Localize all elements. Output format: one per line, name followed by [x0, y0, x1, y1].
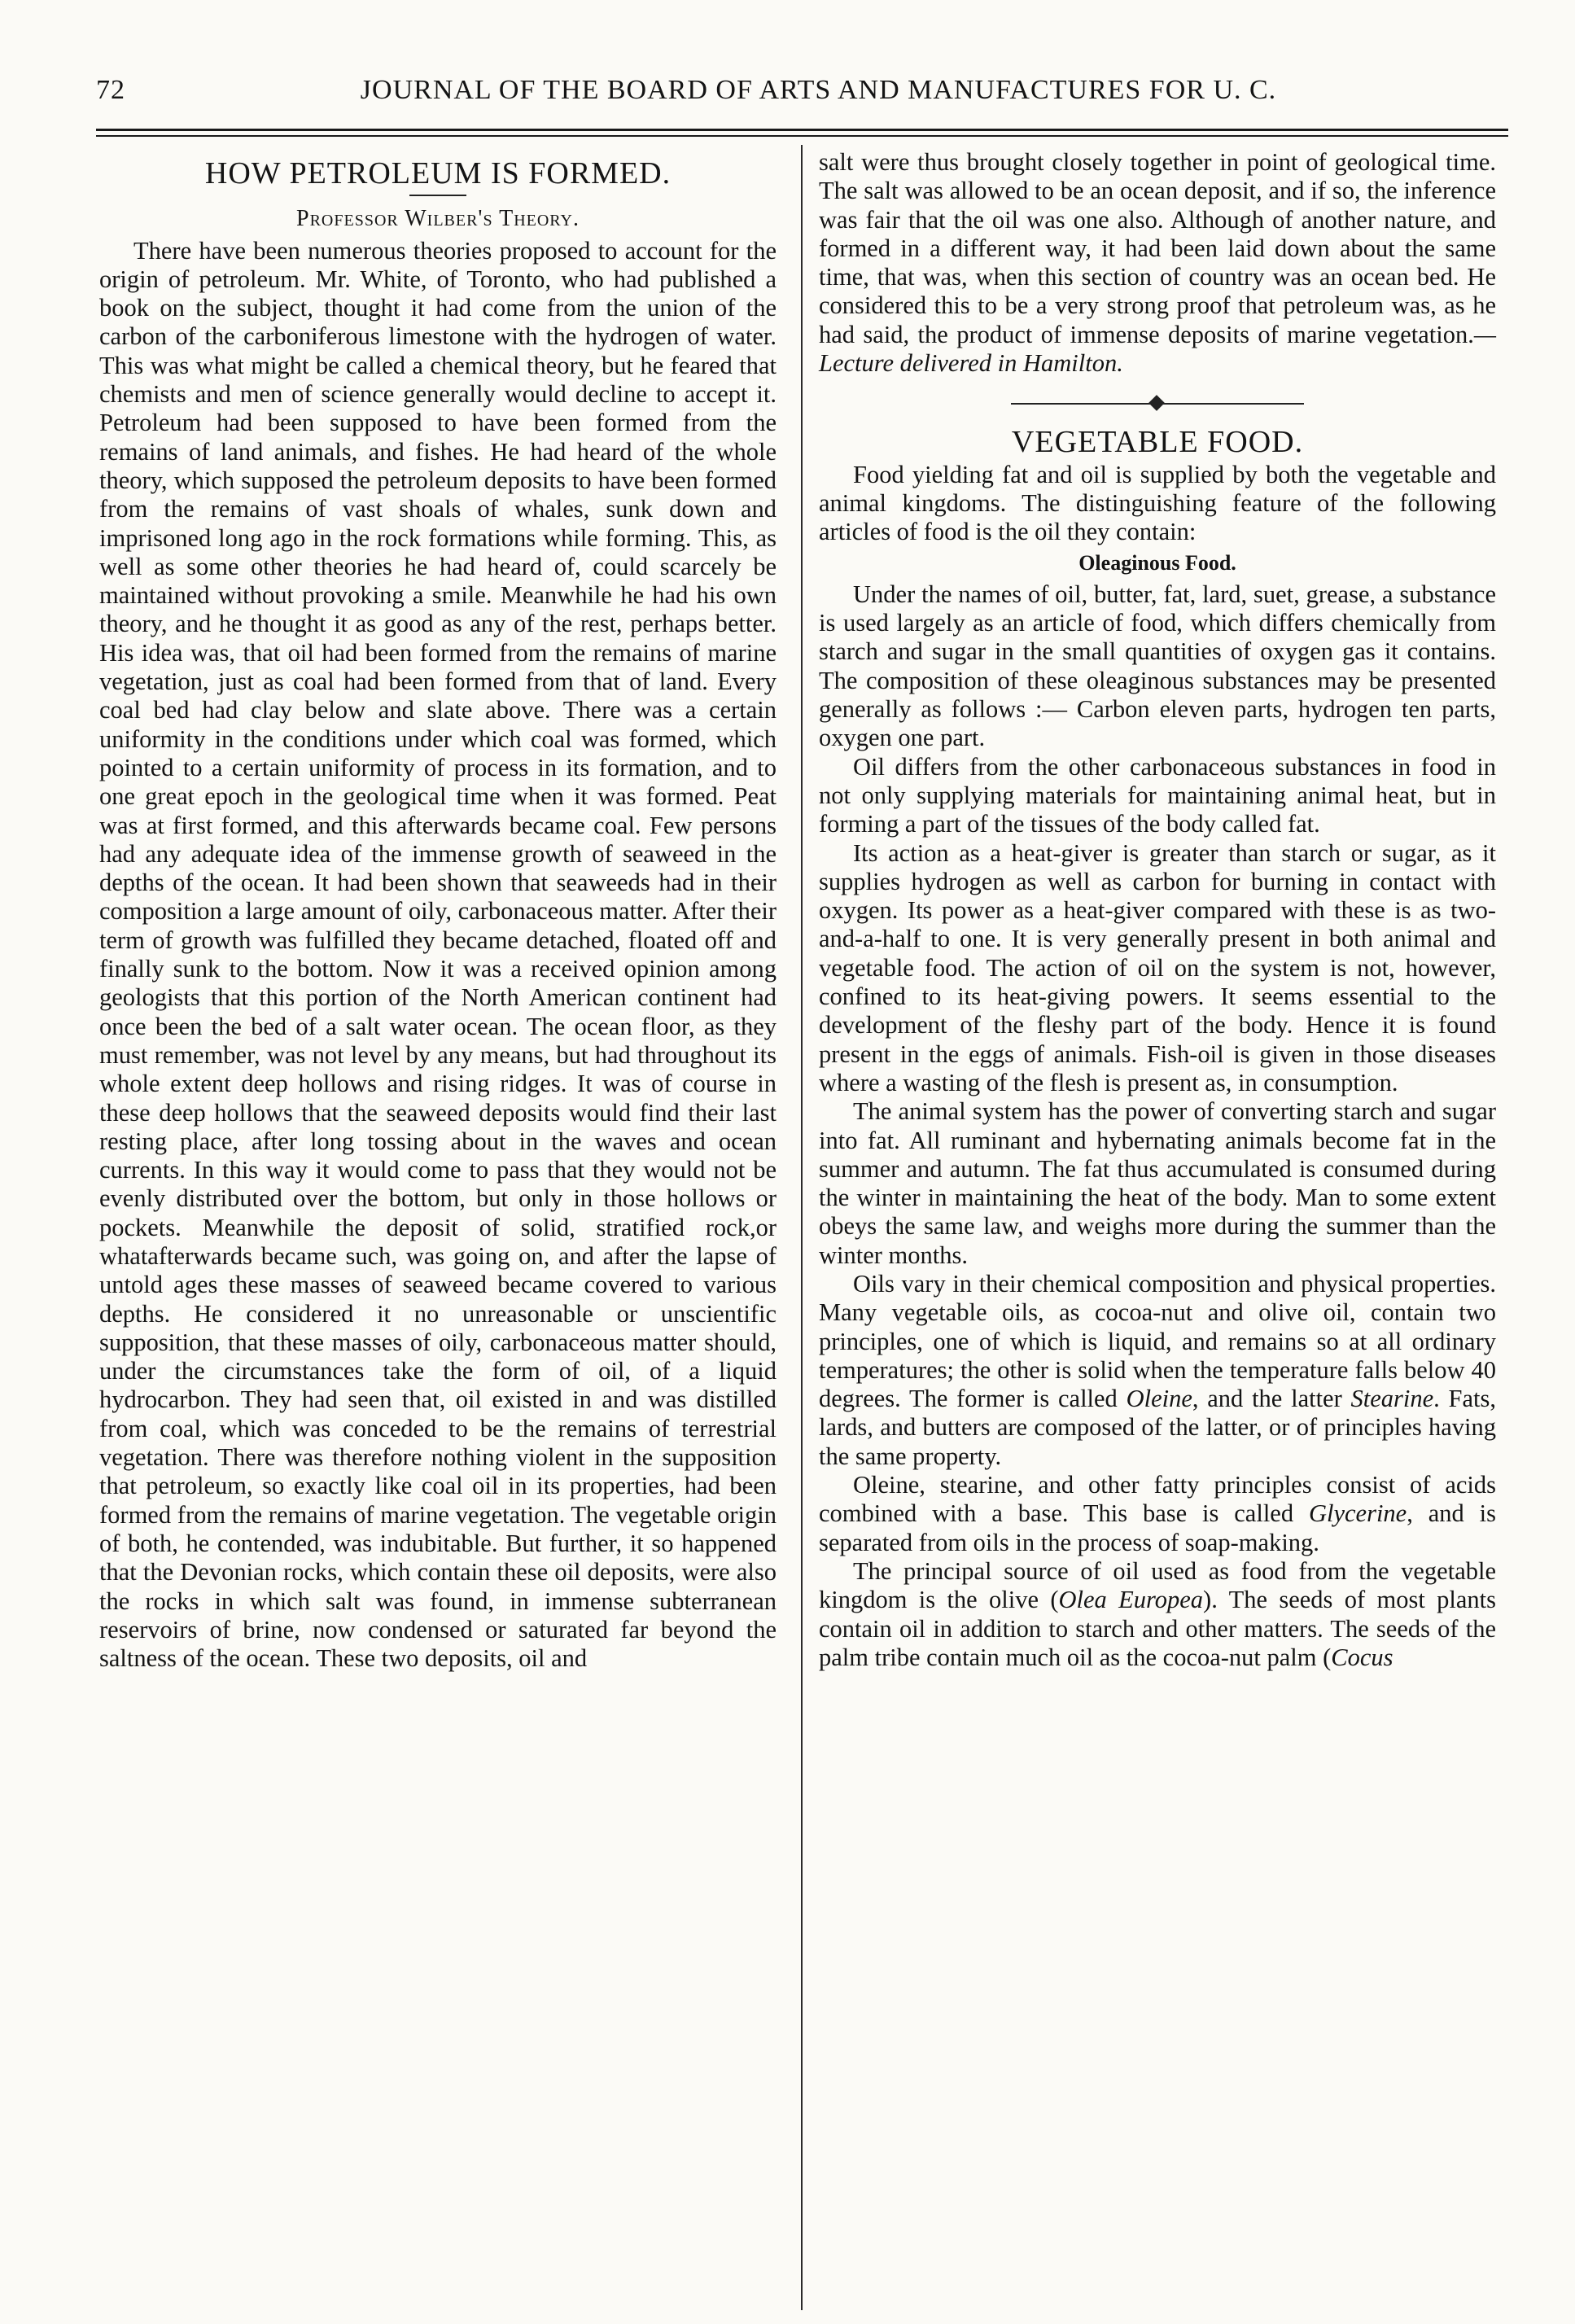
- oils-vary-paragraph: Oils vary in their chemical composition and physical properties. Many vegetable oils, as cocoa-nut and olive oil, contain two principles, one of which is liquid, and remains so at all ordinary temperatures; the other is solid when the temperature falls below 40 degrees. The former is called Oleine, and the latter Stearine. Fats, lards, and butters are composed of the latter, or of principles having the same property.: [819, 1269, 1497, 1470]
- header-rule-bottom: [96, 135, 1508, 137]
- petroleum-paragraph-continued: [819, 148, 1496, 378]
- journal-title: JOURNAL OF THE BOARD OF ARTS AND MANUFACTURES FOR U. C.: [360, 75, 1277, 105]
- heat-giver-paragraph: Its action as a heat-giver is greater than starch or sugar, as it supplies hydrogen as well as carbon for burning in contact with oxygen. Its power as a heat-giver compared with these is as two-and-a-half to one. It is very generally present in both animal and vegetable food. The action of oil on the system is not, however, confined to its heat-giving powers. It seems essential to the development of the fleshy part of the body. Hence it is found present in the eggs of animals. Fish-oil is given in those diseases where a wasting of the flesh is present as, in consumption.: [819, 838, 1496, 1096]
- term-oleine: Oleine: [1126, 1385, 1192, 1413]
- left-column: [99, 148, 777, 1673]
- running-head: [96, 75, 1508, 116]
- header-rule-top: [96, 129, 1508, 131]
- diamond-ornament-icon: [1148, 395, 1165, 411]
- term-olea-europea: Olea Europea: [1058, 1586, 1204, 1614]
- vegetable-food-intro: Food yielding fat and oil is supplied by both the vegetable and animal kingdoms. The distinguishing feature of the following articles of food is the oil they contain:: [819, 460, 1496, 546]
- title-rule: [409, 195, 466, 196]
- petroleum-paragraph-1: There have been numerous theories proposed to account for the origin of petroleum. Mr. White, of Toronto, who had published a book on the subject, thought it had come from the union of the carbon of the carboniferous limestone with the hydrogen of water. This was what might be called a chemical theory, but he feared that chemists and men of science generally would decline to accept it. Petroleum had been supposed to have been formed from the remains of land animals, and fishes. He had heard of the whole theory, which supposed the petroleum deposits to have been formed from the remains of vast shoals of whales, sunk down and imprisoned long ago in the rock formations while forming. This, as well as some other theories he had heard of, could scarcely be maintained without provoking a smile. Meanwhile he had his own theory, and he thought it as good as any of the rest, perhaps better. His idea was, that oil had been formed from the remains of marine vegetation, just as coal had been formed from that of land. Every coal bed had clay below and slate above. There was a certain uniformity in the conditions under which coal was formed, which pointed to a certain uniformity of process in its formation, and to one great epoch in the geological time when it was formed. Peat was at first formed, and this afterwards became coal. Few persons had any adequate idea of the immense growth of seaweed in the depths of the ocean. It had been shown that seaweeds had in their composition a large amount of oily, carbonaceous matter. After their term of growth was fulfilled they became detached, floated off and finally sunk to the bottom. Now it was a received opinion among geologists that this portion of the North American continent had once been the bed of a salt water ocean. The ocean floor, as they must remember, was not level by any means, but had throughout its whole extent deep hollows and rising ridges. It was of course in these deep hollows that the seaweed deposits would find their last resting place, after long tossing about in the waves and ocean currents. In this way it would come to pass that they would not be evenly distributed over the bottom, but only in those hollows or pockets. Meanwhile the deposit of solid, stratified rock,or whatafterwards became such, was going on, and after the lapse of untold ages these masses of seaweed became covered to various depths. He considered it no unreasonable or unscientific supposition, that these masses of oily, carbonaceous matter should, under the circumstances take the form of oil, of a liquid hydrocarbon. They had seen that, oil existed in and was distilled from coal, which was conceded to be the remains of terrestrial vegetation. There was therefore nothing violent in the supposition that petroleum, so exactly like coal oil in its properties, had been formed from the remains of marine vegetation. The vegetable origin of both, he contended, was indubitable. But further, it so happened that the Devonian rocks, which contain these oil deposits, were also the rocks in which salt was found, in immense subterranean reservoirs of brine, now condensed or saturated far beyond the saltness of the ocean. These two deposits, oil and: [99, 236, 777, 1673]
- term-cocus: Cocus: [1331, 1643, 1393, 1671]
- petroleum-continued-text: salt were thus brought closely together in point of geological time. The salt was allowed to be an ocean deposit, and if so, the inference was fair that the oil was one also. Although of another nature, and formed in a different way, it had been laid down about the same time, that was, when this section of country was an ocean bed. He considered this to be a very strong proof that petroleum was, as he had said, the product of immense deposits of marine vegetation.: [819, 148, 1496, 348]
- page-number: 72: [96, 75, 125, 105]
- section-divider: [1011, 396, 1304, 412]
- term-stearine: Stearine: [1350, 1385, 1434, 1413]
- column-divider: [801, 145, 803, 2310]
- article-title-petroleum: HOW PETROLEUM IS FORMED.: [204, 156, 672, 190]
- article-title-vegetable-food: VEGETABLE FOOD.: [1011, 425, 1304, 460]
- oleaginous-food-subhead: Oleaginous Food.: [1078, 550, 1236, 575]
- right-column: [819, 148, 1496, 1672]
- article-subtitle: Professor Wilber's Theory.: [296, 206, 580, 232]
- principal-source-paragraph: The principal source of oil used as food from the vegetable kingdom is the olive (Olea Europea). The seeds of most plants contain oil in addition to starch and other matters. The seeds of the palm tribe contain much oil as the cocoa-nut palm (Cocus: [819, 1556, 1496, 1671]
- glycerine-paragraph: Oleine, stearine, and other fatty principles consist of acids combined with a base. This base is called Glycerine, and is separated from oils in the process of soap-making.: [819, 1471, 1496, 1556]
- oil-differs-paragraph: Oil differs from the other carbonaceous substances in food in not only supplying materials for maintaining animal heat, but in forming a part of the tissues of the body called fat.: [819, 752, 1496, 838]
- oleaginous-paragraph: Under the names of oil, butter, fat, lard, suet, grease, a substance is used largely as an article of food, which differs chemically from starch and sugar in the small quantities of oxygen gas it contains. The composition of these oleaginous substances may be presented generally as follows :— Carbon eleven parts, hydrogen ten parts, oxygen one part.: [819, 580, 1496, 752]
- animal-system-paragraph: The animal system has the power of converting starch and sugar into fat. All ruminant and hybernating animals become fat in the summer and autumn. The fat thus accumulated is consumed during the winter in maintaining the heat of the body. Man to some extent obeys the same law, and weighs more during the summer than the winter months.: [819, 1097, 1496, 1269]
- term-glycerine: Glycerine: [1308, 1499, 1407, 1528]
- lecture-credit: —Lecture delivered in Hamilton.: [819, 320, 1496, 378]
